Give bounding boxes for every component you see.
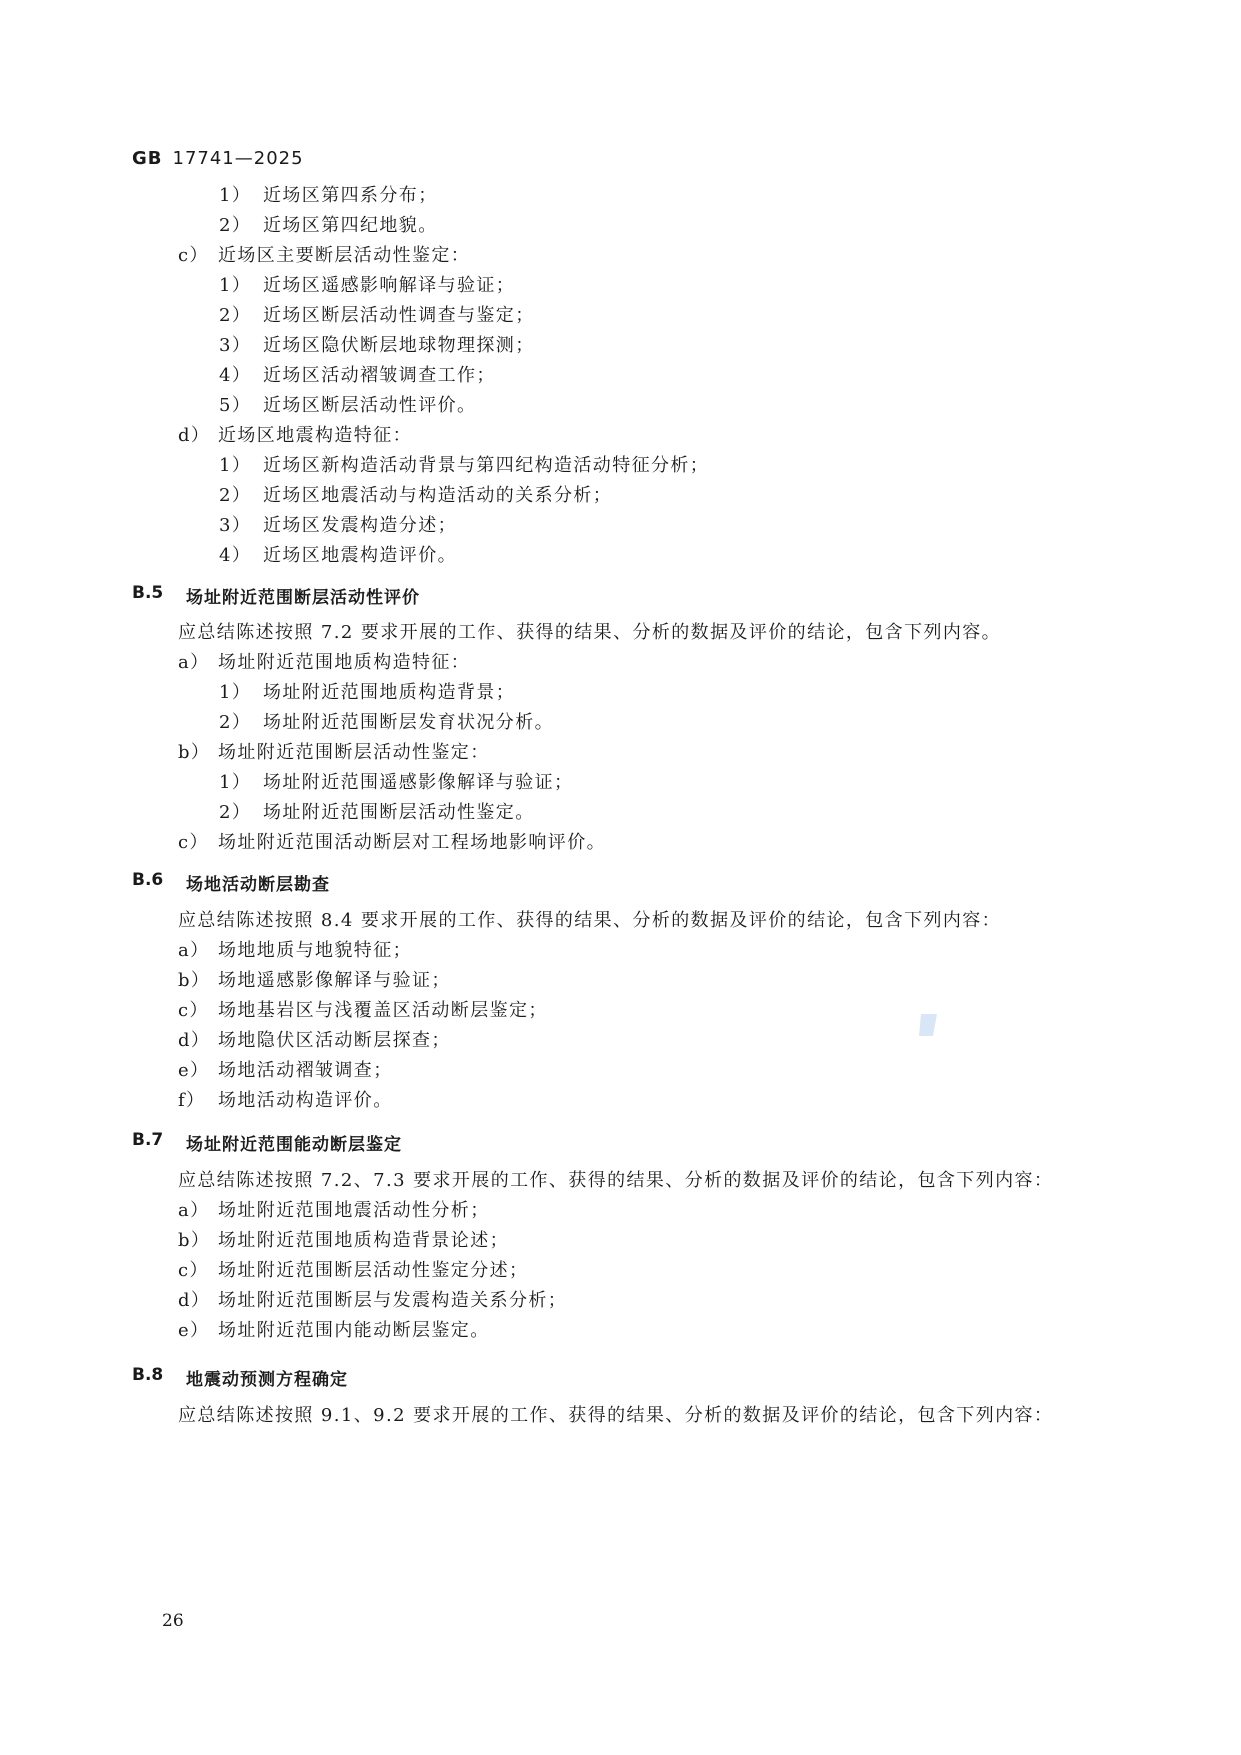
list-marker: a） xyxy=(178,1200,210,1221)
list-marker: b） xyxy=(178,742,211,763)
list-text: 近场区地震活动与构造活动的关系分析； xyxy=(263,485,613,506)
watermark-icon xyxy=(915,1010,943,1040)
standard-code: GB xyxy=(132,148,163,169)
section-number: B.8 xyxy=(132,1365,164,1385)
list-marker: 2） xyxy=(219,305,252,326)
list-marker: 2） xyxy=(219,215,252,236)
list-marker: c） xyxy=(178,245,209,266)
list-text: 近场区断层活动性调查与鉴定； xyxy=(263,305,535,326)
list-marker: a） xyxy=(178,940,210,961)
list-text: 场地基岩区与浅覆盖区活动断层鉴定； xyxy=(218,1000,548,1021)
list-marker: 1） xyxy=(219,455,252,476)
list-marker: f） xyxy=(178,1090,206,1111)
section-title: 场址附近范围断层活动性评价 xyxy=(186,588,420,608)
list-text: 场地活动构造评价。 xyxy=(218,1090,393,1111)
list-text: 场址附近范围断层活动性鉴定： xyxy=(218,742,490,763)
list-text: 场址附近范围地质构造特征： xyxy=(218,652,471,673)
list-text: 近场区断层活动性评价。 xyxy=(263,395,477,416)
list-marker: 1） xyxy=(219,682,252,703)
list-text: 场址附近范围内能动断层鉴定。 xyxy=(218,1320,490,1341)
list-text: 近场区新构造活动背景与第四纪构造活动特征分析； xyxy=(263,455,710,476)
list-marker: 5） xyxy=(219,395,252,416)
list-text: 近场区第四纪地貌。 xyxy=(263,215,438,236)
list-marker: b） xyxy=(178,1230,211,1251)
list-text: 场址附近范围地震活动性分析； xyxy=(218,1200,490,1221)
list-marker: 2） xyxy=(219,802,252,823)
list-marker: 1） xyxy=(219,772,252,793)
list-marker: e） xyxy=(178,1320,210,1341)
list-text: 场址附近范围活动断层对工程场地影响评价。 xyxy=(218,832,606,853)
list-text: 近场区发震构造分述； xyxy=(263,515,457,536)
page-number: 26 xyxy=(162,1611,184,1631)
list-text: 场址附近范围断层与发震构造关系分析； xyxy=(218,1290,568,1311)
list-marker: 4） xyxy=(219,365,252,386)
list-text: 近场区第四系分布； xyxy=(263,185,438,206)
section-title: 场地活动断层勘查 xyxy=(186,875,330,895)
list-text: 近场区遥感影响解译与验证； xyxy=(263,275,516,296)
list-text: 近场区主要断层活动性鉴定： xyxy=(218,245,471,266)
section-number: B.5 xyxy=(132,583,164,603)
paragraph: 应总结陈述按照 8.4 要求开展的工作、获得的结果、分析的数据及评价的结论，包含下列内容： xyxy=(178,910,1002,931)
paragraph: 应总结陈述按照 7.2 要求开展的工作、获得的结果、分析的数据及评价的结论，包含下列内容。 xyxy=(178,622,1002,643)
list-marker: 3） xyxy=(219,335,252,356)
paragraph: 应总结陈述按照 9.1、9.2 要求开展的工作、获得的结果、分析的数据及评价的结论，包含下列内容： xyxy=(178,1405,1054,1426)
list-marker: 1） xyxy=(219,185,252,206)
list-marker: c） xyxy=(178,1000,209,1021)
list-marker: b） xyxy=(178,970,211,991)
list-marker: d） xyxy=(178,1290,211,1311)
list-marker: a） xyxy=(178,652,210,673)
section-number: B.7 xyxy=(132,1130,164,1150)
list-marker: 4） xyxy=(219,545,252,566)
standard-number: 17741—2025 xyxy=(172,148,304,169)
list-text: 近场区活动褶皱调查工作； xyxy=(263,365,496,386)
section-title: 地震动预测方程确定 xyxy=(186,1370,348,1390)
list-text: 场地活动褶皱调查； xyxy=(218,1060,393,1081)
list-text: 场地遥感影像解译与验证； xyxy=(218,970,451,991)
list-text: 场地隐伏区活动断层探查； xyxy=(218,1030,451,1051)
list-text: 场址附近范围断层活动性鉴定分述； xyxy=(218,1260,529,1281)
list-text: 近场区隐伏断层地球物理探测； xyxy=(263,335,535,356)
list-marker: 3） xyxy=(219,515,252,536)
section-number: B.6 xyxy=(132,870,164,890)
list-marker: 2） xyxy=(219,712,252,733)
list-text: 近场区地震构造评价。 xyxy=(263,545,457,566)
list-text: 场址附近范围遥感影像解译与验证； xyxy=(263,772,574,793)
list-marker: c） xyxy=(178,1260,209,1281)
list-marker: 1） xyxy=(219,275,252,296)
document-header xyxy=(132,148,304,169)
list-text: 场址附近范围断层活动性鉴定。 xyxy=(263,802,535,823)
paragraph: 应总结陈述按照 7.2、7.3 要求开展的工作、获得的结果、分析的数据及评价的结论，包含下列内容： xyxy=(178,1170,1054,1191)
list-text: 场址附近范围地质构造背景； xyxy=(263,682,516,703)
list-text: 场址附近范围地质构造背景论述； xyxy=(218,1230,509,1251)
list-marker: e） xyxy=(178,1060,210,1081)
list-text: 场地地质与地貌特征； xyxy=(218,940,412,961)
list-text: 场址附近范围断层发育状况分析。 xyxy=(263,712,554,733)
list-text: 近场区地震构造特征： xyxy=(218,425,412,446)
section-title: 场址附近范围能动断层鉴定 xyxy=(186,1135,402,1155)
list-marker: c） xyxy=(178,832,209,853)
list-marker: d） xyxy=(178,425,211,446)
list-marker: 2） xyxy=(219,485,252,506)
list-marker: d） xyxy=(178,1030,211,1051)
